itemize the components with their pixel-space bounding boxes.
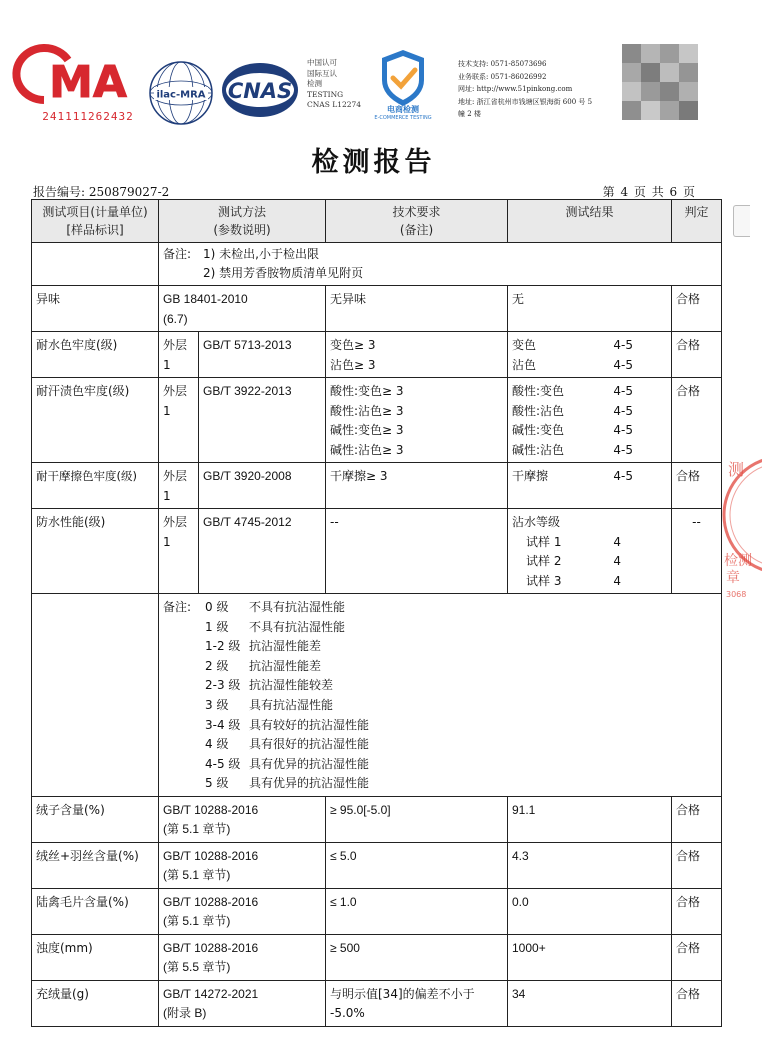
table-row-dry-rubbing: 耐干摩擦色牢度(级) 外层 1 GB/T 3920-2008 干摩擦≥ 3 干摩擦 4-5 合格 <box>32 463 722 509</box>
svg-text:MA: MA <box>49 57 127 108</box>
table-row-sweat-fastness: 耐汗渍色牢度(级) 外层 1 GB/T 3922-2013 酸性:变色≥ 3 酸性:沾色≥ 3 碱性:变色≥ 3 碱性:沾色≥ 3 酸性:变色 4-5 酸性:沾色 4-5 碱性:变色 4-5 碱性:沾色 4-5 合格 <box>32 378 722 463</box>
table-row: 陆禽毛片含量(%) GB/T 10288-2016 (第 5.1 章节) ≤ 1.0 0.0 合格 <box>32 888 722 934</box>
header-judgement: 判定 <box>672 200 722 243</box>
svg-text:ilac-MRA: ilac-MRA <box>156 89 206 101</box>
table-row-odor: 异味 GB 18401-2010 (6.7) 无异味 无 合格 <box>32 286 722 332</box>
note-row-2: 备注: 0 级 不具有抗沾湿性能 1 级 不具有抗沾湿性能 1-2 级 抗沾湿性能差 2 级 抗沾湿性能差 2-3 级 抗沾湿性能较差 3 级 具有抗沾湿性能 3-4 级 具有较好的抗沾湿性能 4 级 具有很好的抗沾湿性能 4-5 级 具有优异的抗沾湿性能 5 级 具有优异的抗沾湿性能 <box>32 594 722 797</box>
qr-code-blurred <box>622 44 698 120</box>
page-indicator: 第 4 页 共 6 页 <box>602 185 695 199</box>
document-title: 检测报告 <box>311 147 436 178</box>
header-requirement: 技术要求 (备注) <box>326 200 508 243</box>
table-row: 绒丝+羽丝含量(%) GB/T 10288-2016 (第 5.1 章节) ≤ 5.0 4.3 合格 <box>32 842 722 888</box>
cma-code: 241111262432 <box>42 110 134 123</box>
header-method: 测试方法 (参数说明) <box>159 200 326 243</box>
table-row-water-fastness: 耐水色牢度(级) 外层 1 GB/T 5713-2013 变色≥ 3 沾色≥ 3 变色 4-5 沾色 4-5 合格 <box>32 332 722 378</box>
svg-text:E-COMMERCE TESTING: E-COMMERCE TESTING <box>374 115 432 121</box>
ilac-mra-logo <box>148 60 214 126</box>
header-result: 测试结果 <box>508 200 672 243</box>
ecommerce-testing-logo <box>372 48 434 120</box>
cma-logo <box>38 52 138 124</box>
header-item: 测试项目(计量单位) [样品标识] <box>32 200 159 243</box>
table-row: 浊度(mm) GB/T 10288-2016 (第 5.5 章节) ≥ 500 1000+ 合格 <box>32 934 722 980</box>
table-row: 充绒量(g) GB/T 14272-2021 (附录 B) 与明示值[34]的偏差不小于 -5.0% 34 合格 <box>32 980 722 1026</box>
report-number: 报告编号: 250879027-2 <box>33 185 170 199</box>
svg-text:检测: 检测 <box>724 553 752 569</box>
table-header-row <box>32 200 722 243</box>
svg-text:测: 测 <box>728 460 745 479</box>
svg-text:CNAS: CNAS <box>227 79 293 103</box>
cnas-accreditation-text: 中国认可 国际互认 检测 TESTING CNAS L12274 <box>307 58 362 109</box>
table-row: 绒子含量(%) GB/T 10288-2016 (第 5.1 章节) ≥ 95.0[-5.0] 91.1 合格 <box>32 796 722 842</box>
test-results-table <box>31 199 722 1027</box>
svg-text:章: 章 <box>726 570 740 586</box>
table-row-waterproof: 防水性能(级) 外层 1 GB/T 4745-2012 -- 沾水等级 试样 1 4 试样 2 4 试样 3 4 -- <box>32 509 722 594</box>
svg-text:电商检测: 电商检测 <box>387 105 419 114</box>
svg-text:3068: 3068 <box>726 590 747 599</box>
cnas-logo <box>220 60 300 120</box>
inspection-seal <box>722 425 762 605</box>
side-panel-toggle[interactable] <box>733 205 750 237</box>
contact-info: 技术支持: 0571-85073696 业务联系: 0571-86026992 网址: http://www.51pinkong.com 地址: 浙江省杭州市钱塘区银海街 600 号 5 幢 2 楼 <box>458 60 593 118</box>
note-row-1: 备注: 1) 未检出,小于检出限 2) 禁用芳香胺物质清单见附页 <box>32 243 722 286</box>
